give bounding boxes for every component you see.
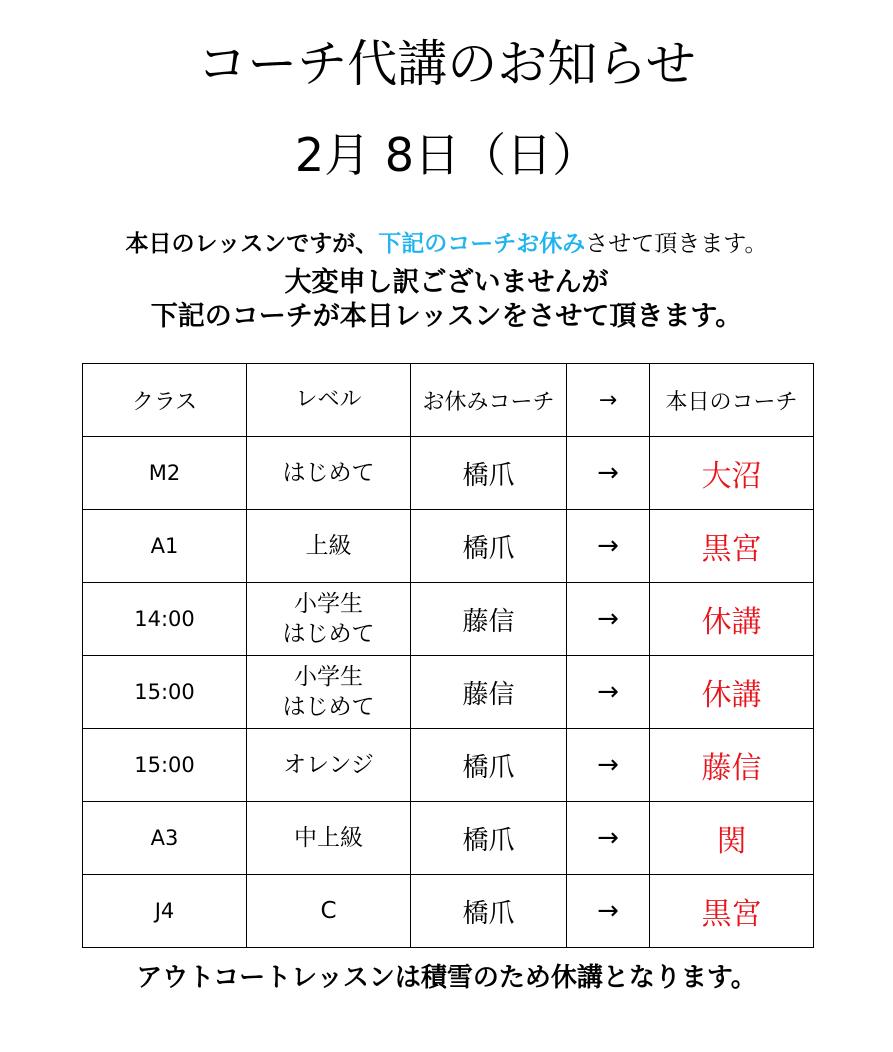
level-line: はじめて <box>282 460 375 486</box>
table-row <box>83 510 814 583</box>
table-row <box>83 583 814 656</box>
level-cell <box>247 656 411 729</box>
level-cell <box>247 875 411 948</box>
absent-coach-cell: 藤信 <box>411 656 567 729</box>
level-cell <box>247 583 411 656</box>
header-absent-coach: お休みコーチ <box>411 364 567 437</box>
level-line: C <box>320 898 337 924</box>
class-cell: J4 <box>83 875 247 948</box>
header-substitute-coach: 本日のコーチ <box>650 364 814 437</box>
substitute-coach-cell: 藤信 <box>650 729 814 802</box>
apology-line-1: 大変申し訳ございませんが <box>284 267 609 298</box>
table-row <box>83 437 814 510</box>
level-line: はじめて <box>282 621 375 647</box>
table-body <box>83 437 814 948</box>
class-cell: 15:00 <box>83 729 247 802</box>
absent-coach-cell: 橋爪 <box>411 729 567 802</box>
substitute-coach-cell: 関 <box>650 802 814 875</box>
intro-line-1 <box>0 228 893 260</box>
header-class: クラス <box>83 364 247 437</box>
footer-note: アウトコートレッスンは積雪のため休講となります。 <box>136 963 757 993</box>
apology-line-2: 下記のコーチが本日レッスンをさせて頂きます。 <box>150 301 743 332</box>
class-cell: 15:00 <box>83 656 247 729</box>
arrow-cell: → <box>567 729 650 802</box>
absent-coach-cell: 橋爪 <box>411 510 567 583</box>
arrow-cell: → <box>567 437 650 510</box>
intro-highlight: 下記のコーチお休み <box>378 231 586 257</box>
arrow-cell: → <box>567 656 650 729</box>
substitution-table <box>82 363 814 948</box>
class-cell: A1 <box>83 510 247 583</box>
intro-prefix: 本日のレッスンですが、 <box>125 231 379 257</box>
header-level: レベル <box>247 364 411 437</box>
absent-coach-cell: 橋爪 <box>411 802 567 875</box>
substitute-coach-cell: 大沼 <box>650 437 814 510</box>
level-line: 小学生 <box>294 591 363 617</box>
level-line: はじめて <box>282 694 375 720</box>
arrow-cell: → <box>567 510 650 583</box>
arrow-cell: → <box>567 583 650 656</box>
absent-coach-cell: 橋爪 <box>411 875 567 948</box>
table-row <box>83 656 814 729</box>
substitute-coach-cell: 黒宮 <box>650 510 814 583</box>
level-line: 中上級 <box>294 825 363 851</box>
notice-date: 2月 8日（日） <box>294 128 599 182</box>
intro-suffix: させて頂きます。 <box>585 231 768 257</box>
level-cell <box>247 802 411 875</box>
level-cell <box>247 729 411 802</box>
table-header-row <box>83 364 814 437</box>
header-arrow: → <box>567 364 650 437</box>
class-cell: A3 <box>83 802 247 875</box>
table-row <box>83 802 814 875</box>
substitute-coach-cell: 休講 <box>650 583 814 656</box>
level-line: 小学生 <box>294 664 363 690</box>
table-row <box>83 875 814 948</box>
class-cell: 14:00 <box>83 583 247 656</box>
absent-coach-cell: 藤信 <box>411 583 567 656</box>
page-title: コーチ代講のお知らせ <box>197 35 696 93</box>
arrow-cell: → <box>567 875 650 948</box>
substitute-coach-cell: 黒宮 <box>650 875 814 948</box>
level-line: オレンジ <box>283 752 374 778</box>
absent-coach-cell: 橋爪 <box>411 437 567 510</box>
substitute-coach-cell: 休講 <box>650 656 814 729</box>
apology-block <box>0 266 893 334</box>
class-cell: M2 <box>83 437 247 510</box>
table-row <box>83 729 814 802</box>
level-line: 上級 <box>305 533 352 559</box>
level-cell <box>247 437 411 510</box>
level-cell <box>247 510 411 583</box>
arrow-cell: → <box>567 802 650 875</box>
